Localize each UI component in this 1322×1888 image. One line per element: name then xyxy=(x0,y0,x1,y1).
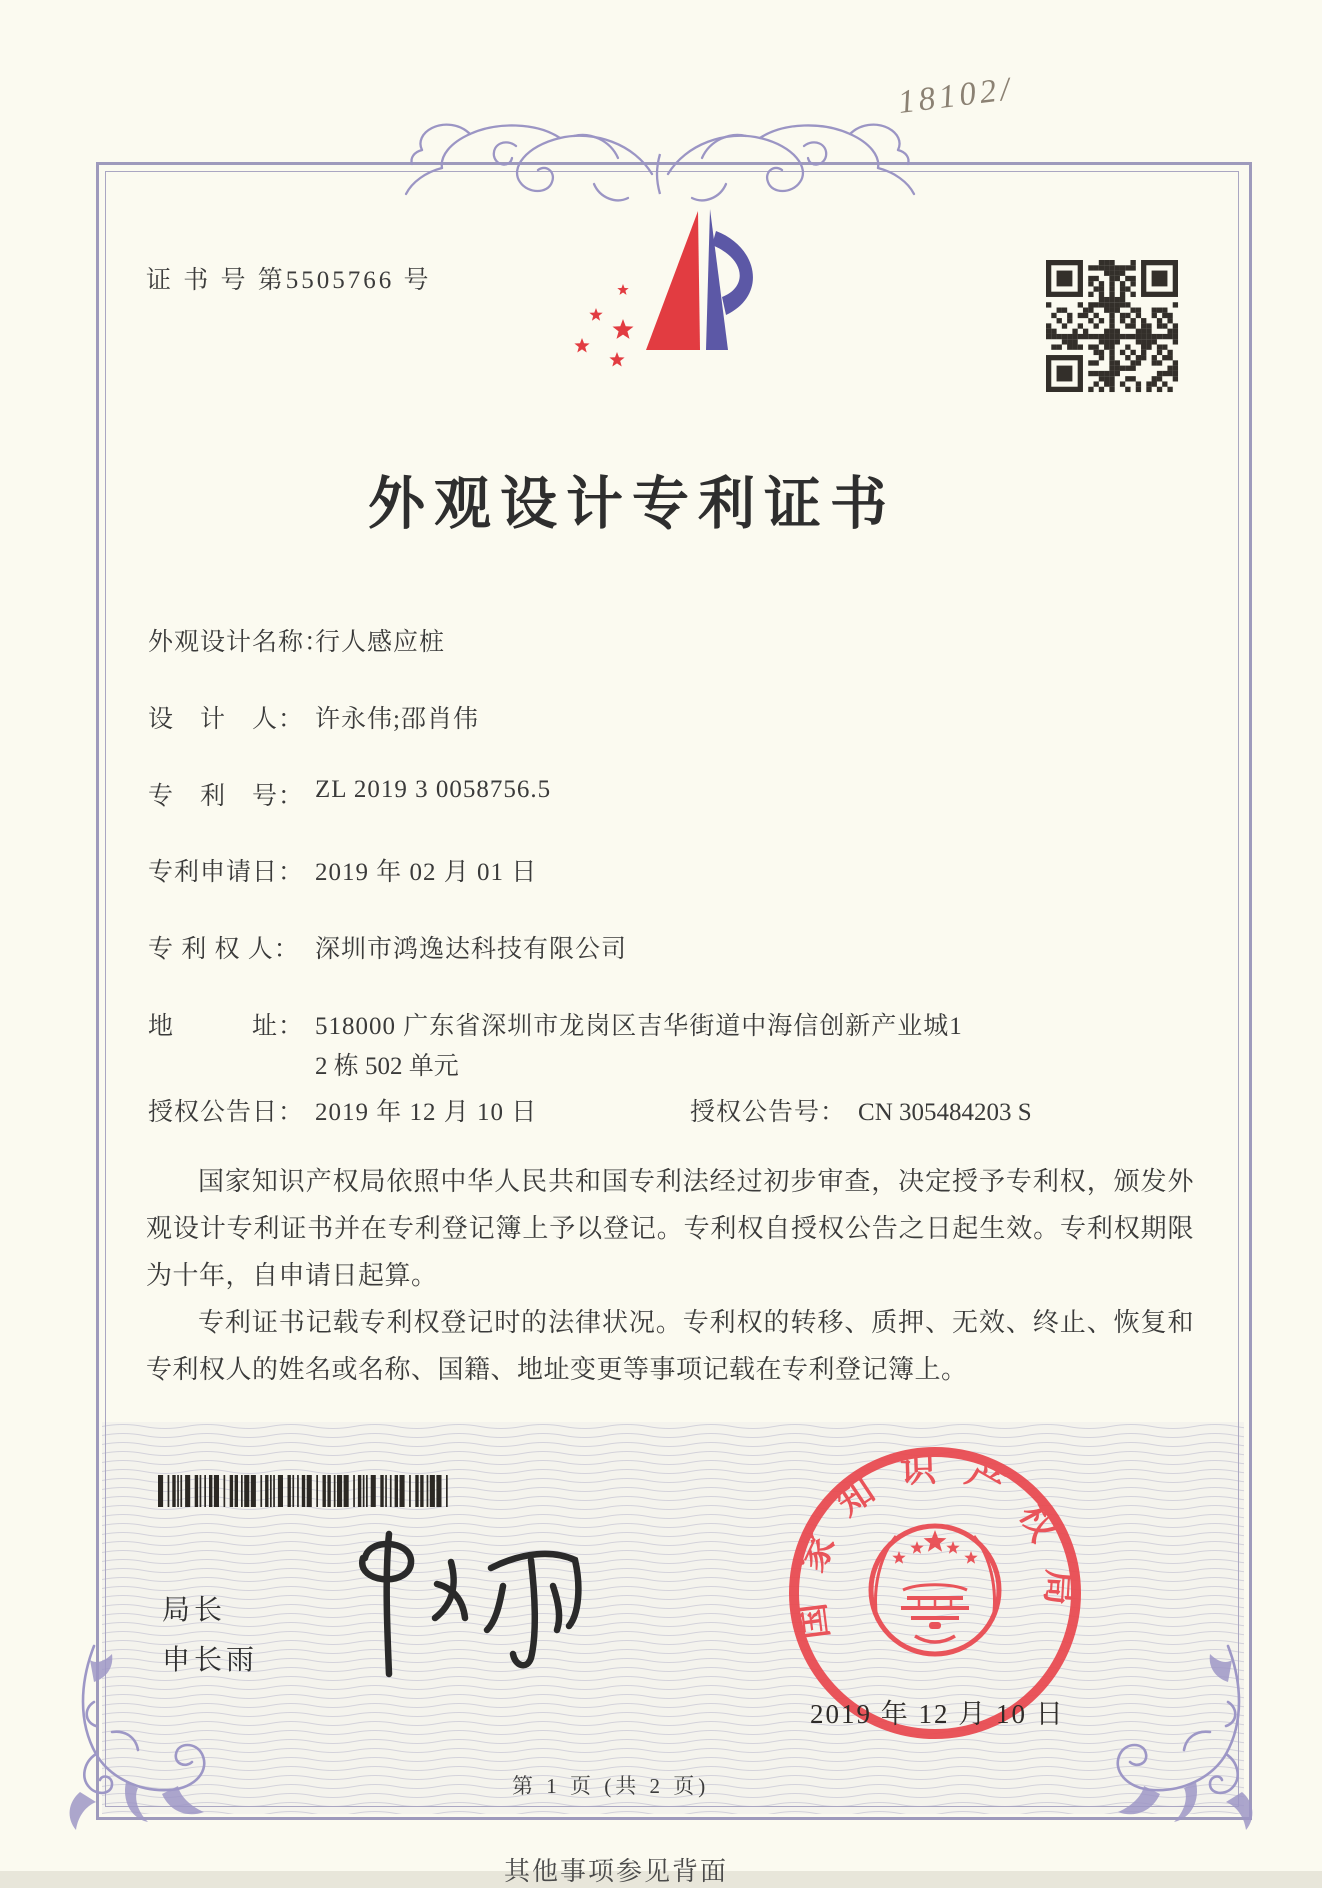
field-value: 深圳市鸿逸达科技有限公司 xyxy=(315,936,628,963)
field-value: 518000 广东省深圳市龙岗区吉华街道中海信创新产业城1 xyxy=(315,1013,963,1040)
field-grant-number xyxy=(690,1092,1032,1128)
field-value: 2019 年 02 月 01 日 xyxy=(315,859,538,886)
field-row-patentee xyxy=(148,929,628,963)
field-row-grant xyxy=(148,1092,1032,1126)
field-value-address-line2: 2 栋 502 单元 xyxy=(315,1053,459,1080)
barcode xyxy=(158,1475,454,1507)
director-name: 申长雨 xyxy=(162,1645,259,1676)
field-label: 专利申请日： xyxy=(148,859,305,886)
floral-corner-flourish-right-icon xyxy=(1081,1642,1256,1837)
seal-date: 2019 年 12 月 10 日 xyxy=(810,1699,1065,1729)
page-footer: 第 1 页 (共 2 页) xyxy=(512,1774,710,1798)
certificate-number: 证 书 号 第5505766 号 xyxy=(146,267,432,294)
field-row-address xyxy=(148,1006,963,1040)
field-value: 行人感应桩 xyxy=(315,629,446,656)
body-paragraph-1: 国家知识产权局依照中华人民共和国专利法经过初步审查，决定授予专利权，颁发外观设计专利证书并在专利登记簿上予以登记。专利权自授权公告之日起生效。专利权期限为十年，自申请日起算。 xyxy=(146,1167,1194,1290)
field-label: 设 计 人： xyxy=(148,706,305,733)
seal-text: 国家知识产权局 xyxy=(788,1448,1081,1642)
page-title: 外观设计专利证书 xyxy=(368,473,896,536)
field-label: 授权公告日： xyxy=(148,1099,305,1126)
field-label: 授权公告号： xyxy=(690,1099,847,1126)
field-value: 2019 年 12 月 10 日 xyxy=(315,1099,538,1126)
field-row-patent-number xyxy=(148,776,552,810)
director-title: 局长 xyxy=(162,1595,227,1626)
floral-corner-flourish-left-icon xyxy=(66,1642,241,1837)
field-label: 专 利 权 人： xyxy=(148,936,300,963)
body-paragraph-2: 专利证书记载专利权登记时的法律状况。专利权的转移、质押、无效、终止、恢复和专利权人的姓名或名称、国籍、地址变更等事项记载在专利登记簿上。 xyxy=(146,1308,1194,1384)
shen-changyu-signature-icon xyxy=(325,1522,595,1692)
certificate-body xyxy=(146,1158,1194,1393)
field-label: 外观设计名称： xyxy=(148,629,331,656)
field-row-filing-date xyxy=(148,852,538,886)
field-value: ZL 2019 3 0058756.5 xyxy=(315,776,552,803)
field-value: 许永伟;邵肖伟 xyxy=(315,706,479,733)
bottom-clipped-text: 其他事项参见背面 xyxy=(504,1857,729,1886)
handwritten-note: 18102/ xyxy=(896,71,1016,121)
cnipa-logo-icon xyxy=(560,203,780,373)
field-row-designer xyxy=(148,699,479,733)
field-value: CN 305484203 S xyxy=(858,1099,1032,1126)
field-row-design-name xyxy=(148,622,446,656)
qr-code xyxy=(1046,260,1178,392)
field-label: 地 址： xyxy=(148,1013,305,1040)
dragon-scroll-ornament-icon xyxy=(390,116,930,212)
field-label: 专 利 号： xyxy=(148,783,305,810)
